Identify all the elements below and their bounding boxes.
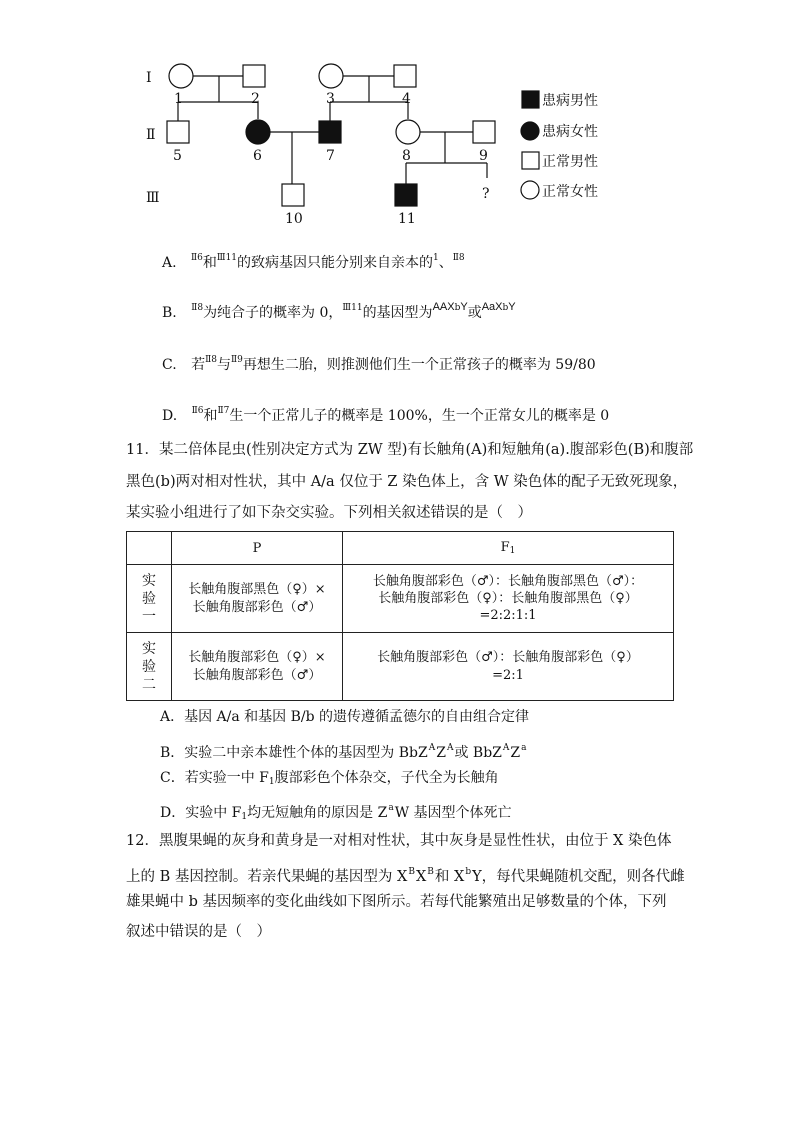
individual-number-11: 11 — [398, 211, 416, 227]
q11-option-d: D．实验中 $F_1$均无短触角的原因是 $Z^aW$ 基因型个体死亡 — [160, 803, 512, 822]
individual-number-10: 10 — [285, 211, 303, 227]
individual-9-normal-male — [473, 121, 495, 143]
table-row-experiment-2 — [127, 633, 674, 701]
q12-stem-line-2: 上的 B 基因控制。若亲代果蝇的基因型为 $X^BX^B$和 $X^bY$，每代果蝇随机交配，则各代雌 — [126, 867, 685, 885]
legend-normal-male-icon — [522, 152, 539, 169]
q11-stem-line-2: 黑色(b)两对相对性状，其中 A/a 仅位于 Z 染色体上，含 W 染色体的配子无致死现象， — [126, 474, 688, 490]
individual-number-6: 6 — [253, 148, 262, 164]
q11-option-b: B．实验二中亲本雄性个体的基因型为 $BbZ^AZ^A$或 $BbZ^AZ^a$ — [160, 743, 527, 761]
q11-stem-line-1: 11．某二倍体昆虫(性别决定方式为 ZW 型)有长触角(A)和短触角(a).腹部彩色(B)和腹部 — [126, 442, 694, 458]
individual-5-normal-male — [167, 121, 189, 143]
legend-affected-female-label: 患病女性 — [542, 124, 598, 140]
q11-stem-line-3: 某实验小组进行了如下杂交实验。下列相关叙述错误的是（ ） — [126, 505, 532, 521]
legend-affected-male-label: 患病男性 — [542, 93, 598, 109]
legend-normal-female-icon — [521, 181, 539, 199]
table-header-row — [127, 532, 674, 565]
individual-number-8: 8 — [402, 148, 411, 164]
q10-option-a: A. $^{Ⅱ6}$和$^{Ⅲ11}$的致病基因只能分别来自亲本的$^1$、$^{Ⅱ8}$ — [162, 253, 465, 271]
experiment-1-f1: 长触角腹部彩色（♂）：长触角腹部黑色（♂）： 长触角腹部彩色（♀）：长触角腹部黑色（♀） =2:2:1:1 — [343, 565, 674, 633]
q10-option-c: C. 若$^{Ⅱ8}$与$^{Ⅱ9}$再想生二胎，则推测他们生一个正常孩子的概率为 59/80 — [162, 355, 596, 373]
individual-11-affected-male — [395, 184, 417, 206]
individual-8-normal-female — [396, 120, 420, 144]
individual-2-normal-male — [243, 65, 265, 87]
individual-number-4: 4 — [402, 91, 411, 107]
individual-number-1: 1 — [174, 91, 183, 107]
generation-label-3: Ⅲ — [146, 190, 160, 206]
header-parents: P — [172, 532, 343, 565]
cross-experiment-table — [126, 531, 674, 701]
individual-7-affected-male — [319, 121, 341, 143]
q12-stem-line-3: 雄果蝇中 b 基因频率的变化曲线如下图所示。若每代能繁殖出足够数量的个体，下列 — [126, 894, 667, 910]
experiment-1-parents: 长触角腹部黑色（♀）× 长触角腹部彩色（♂） — [172, 565, 343, 633]
q11-option-c: C．若实验一中 $F_1$腹部彩色个体杂交，子代全为长触角 — [160, 770, 499, 787]
experiment-2-label: 实 验 二 — [127, 633, 172, 701]
individual-1-normal-female — [169, 64, 193, 88]
pedigree-chart — [0, 0, 800, 230]
individual-6-affected-female — [246, 120, 270, 144]
q10-option-d: D. $^{Ⅱ6}$和$^{Ⅱ7}$生一个正常儿子的概率是 100%，生一个正常女儿的概率是 0 — [162, 406, 610, 424]
table-row-experiment-1 — [127, 565, 674, 633]
q12-stem-line-1: 12．黑腹果蝇的灰身和黄身是一对相对性状，其中灰身是显性性状，由位于 X 染色体 — [126, 833, 672, 849]
individual-number-5: 5 — [173, 148, 182, 164]
individual-number-3: 3 — [326, 91, 335, 107]
legend-normal-female-label: 正常女性 — [542, 184, 598, 200]
unknown-offspring-mark: ? — [482, 186, 490, 202]
legend-affected-female-icon — [521, 122, 539, 140]
header-f1: $F_1$ — [343, 532, 674, 565]
individual-4-normal-male — [394, 65, 416, 87]
individual-number-7: 7 — [326, 148, 335, 164]
generation-label-1: Ⅰ — [146, 70, 152, 86]
experiment-1-label: 实 验 一 — [127, 565, 172, 633]
experiment-2-f1: 长触角腹部彩色（♂）：长触角腹部彩色（♀） =2:1 — [343, 633, 674, 701]
q11-option-a: A．基因 A/a 和基因 B/b 的遗传遵循孟德尔的自由组合定律 — [160, 709, 530, 725]
individual-number-9: 9 — [479, 148, 488, 164]
individual-3-normal-female — [319, 64, 343, 88]
q10-option-b: B. $^{Ⅱ8}$为纯合子的概率为 0，$^{Ⅲ11}$的基因型为$^{AAXbY}$或$^{AaXbY}$ — [162, 301, 516, 321]
legend-normal-male-label: 正常男性 — [542, 154, 598, 170]
individual-10-normal-male — [282, 184, 304, 206]
experiment-2-parents: 长触角腹部彩色（♀）× 长触角腹部彩色（♂） — [172, 633, 343, 701]
q12-stem-line-4: 叙述中错误的是（ ） — [126, 924, 271, 940]
individual-number-2: 2 — [251, 91, 260, 107]
generation-label-2: Ⅱ — [146, 127, 156, 143]
legend-affected-male-icon — [522, 91, 539, 108]
